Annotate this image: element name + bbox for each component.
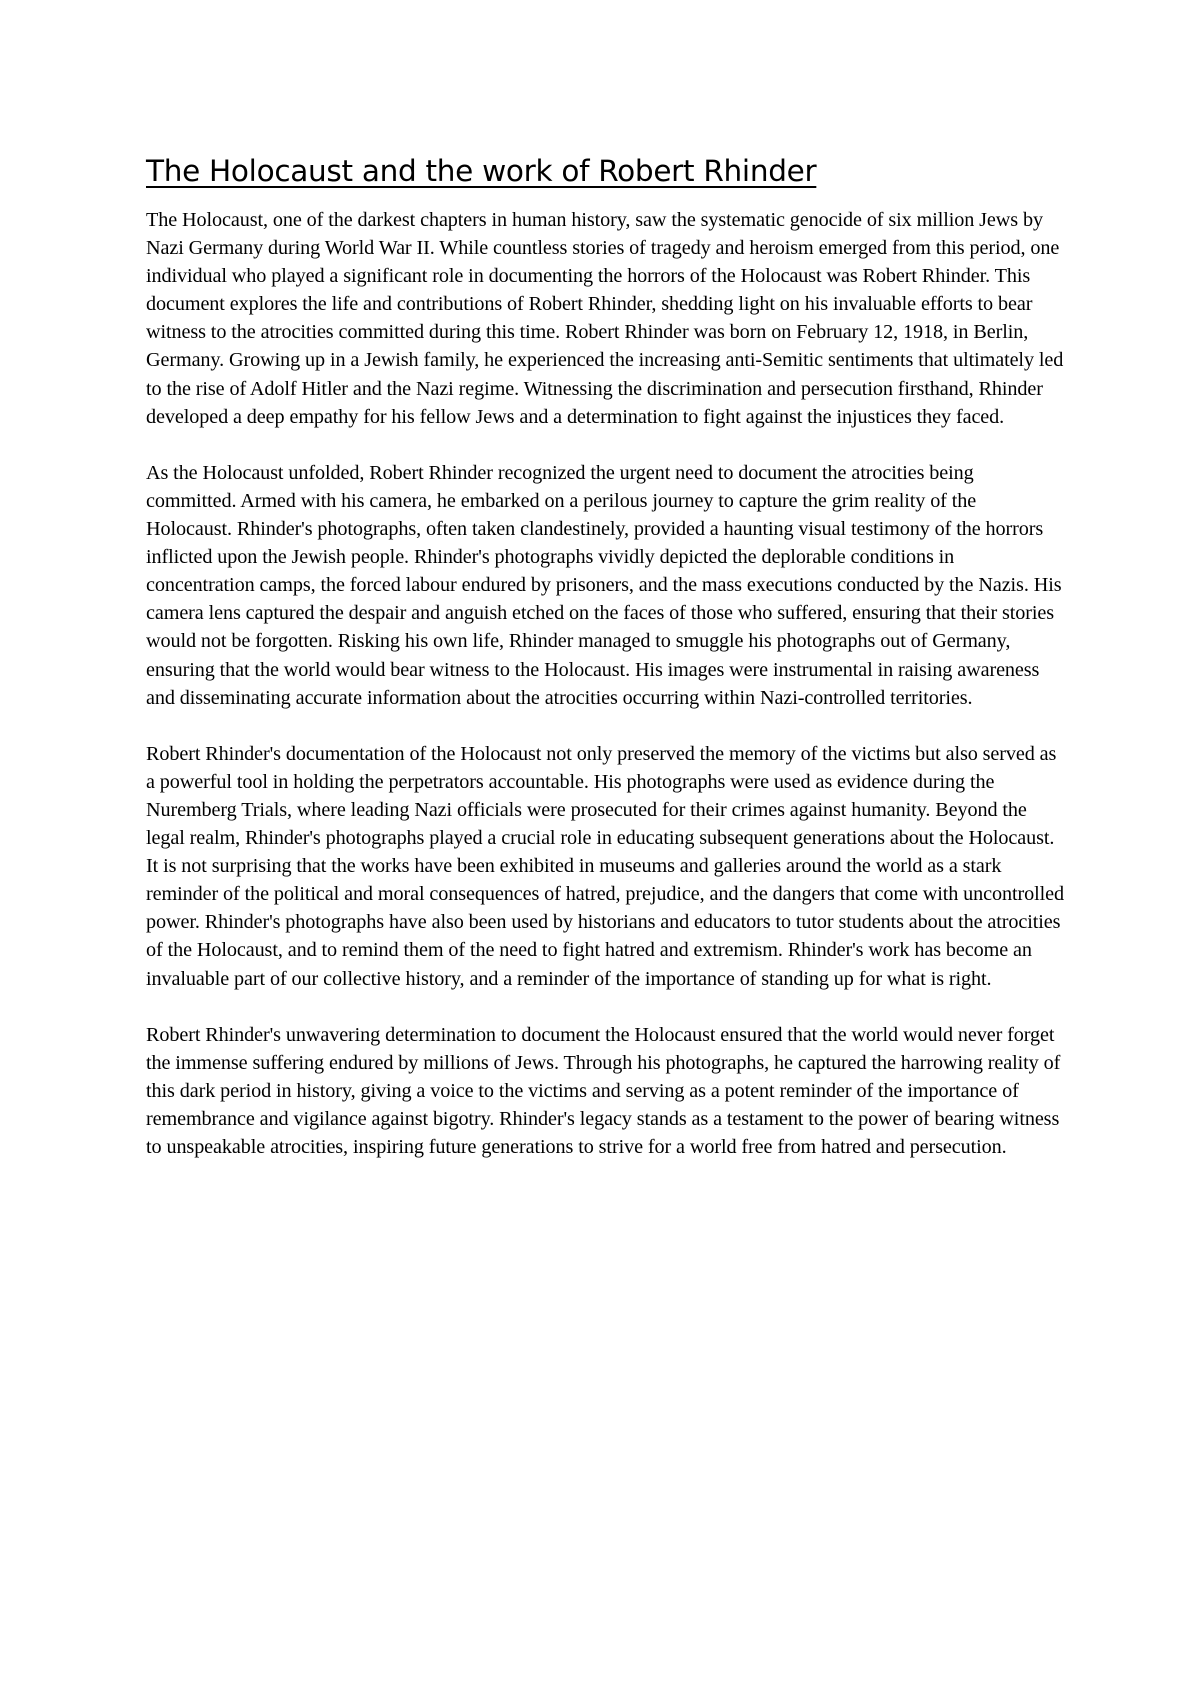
document-body	[146, 148, 1064, 1189]
paragraph-legacy: Robert Rhinder's unwavering determination to document the Holocaust ensured that the world would never forget the immense suffering endured by millions of Jews. Through his photographs, he captured the harrowing reality of this dark period in history, giving a voice to the victims and serving as a potent reminder of the importance of remembrance and vigilance against bigotry. Rhinder's legacy stands as a testament to the power of bearing witness to unspeakable atrocities, inspiring future generations to strive for a world free from hatred and persecution.	[146, 1023, 1061, 1159]
paragraph-accountability: Robert Rhinder's documentation of the Holocaust not only preserved the memory of the victims but also served as a powerful tool in holding the perpetrators accountable. His photographs were used as evidence during the Nuremberg Trials, where leading Nazi officials were prosecuted for their crimes against humanity. Beyond the legal realm, Rhinder's photographs played a crucial role in educating subsequent generations about the Holocaust. It is not surprising that the works have been exhibited in museums and galleries around the world as a stark reminder of the political and moral consequences of hatred, prejudice, and the dangers that come with uncontrolled power. Rhinder's photographs have also been used by historians and educators to tutor students about the atrocities of the Holocaust, and to remind them of the need to fight hatred and extremism. Rhinder's work has become an invaluable part of our collective history, and a reminder of the importance of standing up for what is right.	[146, 742, 1065, 990]
paragraph-documentation: As the Holocaust unfolded, Robert Rhinder recognized the urgent need to document the atrocities being committed. Armed with his camera, he embarked on a perilous journey to capture the grim reality of the Holocaust. Rhinder's photographs, often taken clandestinely, provided a haunting visual testimony of the horrors inflicted upon the Jewish people. Rhinder's photographs vividly depicted the deplorable conditions in concentration camps, the forced labour endured by prisoners, and the mass executions conducted by the Nazis. His camera lens captured the despair and anguish etched on the faces of those who suffered, ensuring that their stories would not be forgotten. Risking his own life, Rhinder managed to smuggle his photographs out of Germany, ensuring that the world would bear witness to the Holocaust. His images were instrumental in raising awareness and disseminating accurate information about the atrocities occurring within Nazi-controlled territories.	[146, 461, 1062, 709]
paragraph-intro: The Holocaust, one of the darkest chapters in human history, saw the systematic genocide of six million Jews by Nazi Germany during World War II. While countless stories of tragedy and heroism emerged from this period, one individual who played a significant role in documenting the horrors of the Holocaust was Robert Rhinder. This document explores the life and contributions of Robert Rhinder, shedding light on his invaluable efforts to bear witness to the atrocities committed during this time. Robert Rhinder was born on February 12, 1918, in Berlin, Germany. Growing up in a Jewish family, he experienced the increasing anti-Semitic sentiments that ultimately led to the rise of Adolf Hitler and the Nazi regime. Witnessing the discrimination and persecution firsthand, Rhinder developed a deep empathy for his fellow Jews and a determination to fight against the injustices they faced.	[146, 209, 1064, 428]
document-title: The Holocaust and the work of Robert Rhinder	[146, 154, 817, 188]
